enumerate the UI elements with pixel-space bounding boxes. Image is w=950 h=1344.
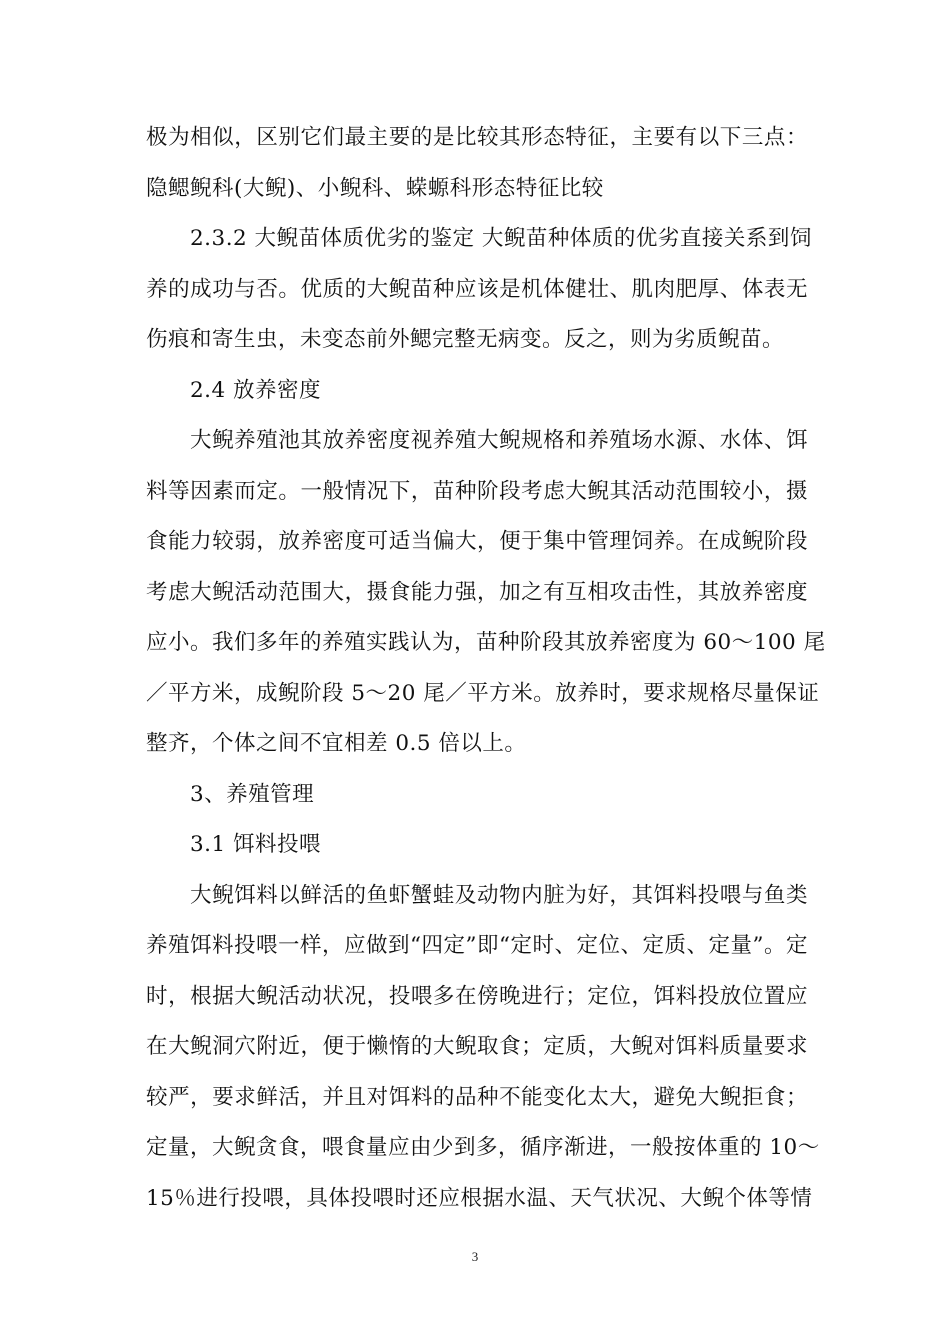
section-heading-3-1: 3.1 饵料投喂 [190, 832, 322, 857]
section-heading-2-3-2: 2.3.2 大鲵苗体质优劣的鉴定 大鲵苗种体质的优劣直接关系到饲 [190, 226, 812, 251]
text-line: 整齐，个体之间不宜相差 0.5 倍以上。 [146, 731, 527, 756]
text-line: 隐鳃鲵科(大鲵)、小鲵科、蝾螈科形态特征比较 [146, 175, 604, 201]
page-number: 3 [471, 1249, 479, 1264]
text-line: 较严，要求鲜活，并且对饵料的品种不能变化太大，避免大鲵拒食； [146, 1084, 808, 1110]
section-heading-3: 3、养殖管理 [190, 781, 315, 807]
text-line: ／平方米，成鲵阶段 5～20 尾／平方米。放养时，要求规格尽量保证 [146, 680, 820, 706]
text-line: 大鲵饵料以鲜活的鱼虾蟹蛙及动物内脏为好，其饵料投喂与鱼类 [190, 882, 808, 908]
text-line: 应小。我们多年的养殖实践认为，苗种阶段其放养密度为 60～100 尾 [146, 630, 826, 655]
text-line: 时，根据大鲵活动状况，投喂多在傍晚进行；定位，饵料投放位置应 [146, 983, 808, 1009]
text-line: 15％进行投喂，具体投喂时还应根据水温、天气状况、大鲵个体等情 [146, 1185, 813, 1211]
text-line: 大鲵养殖池其放养密度视养殖大鲵规格和养殖场水源、水体、饵 [190, 428, 808, 453]
text-line: 在大鲵洞穴附近，便于懒惰的大鲵取食；定质，大鲵对饵料质量要求 [146, 1034, 808, 1059]
text-line: 考虑大鲵活动范围大，摄食能力强，加之有互相攻击性，其放养密度 [146, 579, 808, 605]
text-line: 食能力较弱，放养密度可适当偏大，便于集中管理饲养。在成鲵阶段 [146, 529, 808, 554]
section-heading-2-4: 2.4 放养密度 [190, 377, 322, 403]
text-line: 极为相似，区别它们最主要的是比较其形态特征，主要有以下三点： [146, 125, 808, 150]
text-line: 伤痕和寄生虫，未变态前外鳃完整无病变。反之，则为劣质鲵苗。 [146, 327, 785, 352]
body-text [146, 113, 826, 1224]
text-line: 料等因素而定。一般情况下，苗种阶段考虑大鲵其活动范围较小，摄 [146, 478, 808, 504]
text-line: 养的成功与否。优质的大鲵苗种应该是机体健壮、肌肉肥厚、体表无 [146, 276, 808, 302]
text-line: 定量，大鲵贪食，喂食量应由少到多，循序渐进，一般按体重的 10～ [146, 1135, 820, 1160]
text-line: 养殖饵料投喂一样，应做到“四定”即“定时、定位、定质、定量”。定 [146, 933, 809, 958]
